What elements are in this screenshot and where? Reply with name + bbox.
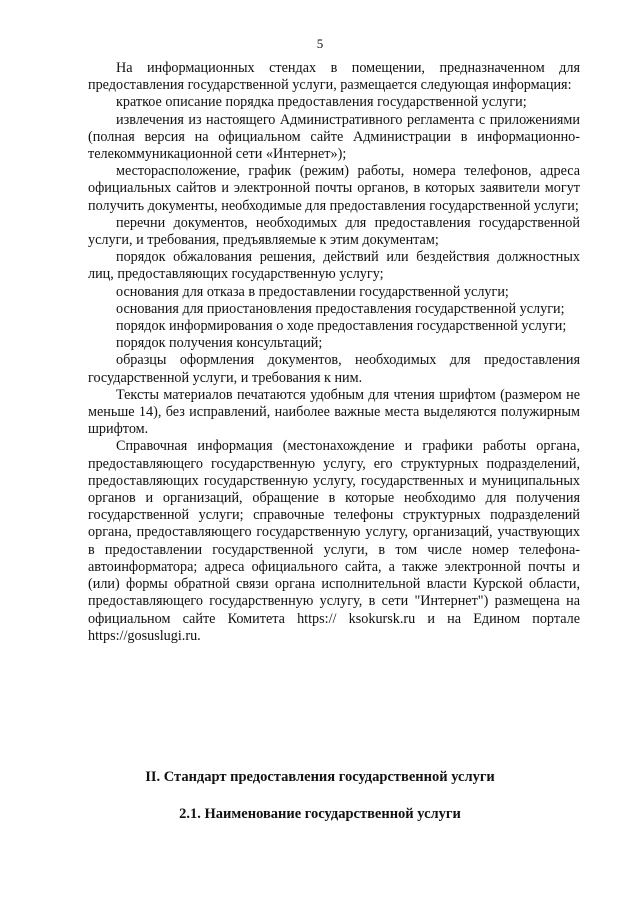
document-body: [88, 60, 580, 645]
paragraph-intro: На информационных стендах в помещении, предназначенном для предоставления государственной услуги, размещается следующая информация:: [88, 60, 580, 94]
paragraph-reference-info: Справочная информация (местонахождение и графики работы органа, предоставляющего государственную услугу, его структурных подразделений, предоставляющих государственную услугу, государственных и муниципальных органов и организаций, обращение в которые необходимо для получения государственной услуги; справочные телефоны структурных подразделений органа, предоставляющего государственную услугу, организаций, участвующих в предоставлении государственной услуги, в том числе номер телефона-автоинформатора; адреса официального сайта, а также электронной почты и (или) формы обратной связи органа исполнительной власти Курской области, предоставляющего государственную услугу, в сети "Интернет") размещена на официальном сайте Комитета https:// ksokursk.ru и на Едином портале https://gosuslugi.ru.: [88, 438, 580, 644]
paragraph-item: порядок обжалования решения, действий или бездействия должностных лиц, предоставляющих государственную услугу;: [88, 249, 580, 283]
subsection-heading: 2.1. Наименование государственной услуги: [179, 806, 461, 822]
paragraph-item: краткое описание порядка предоставления государственной услуги;: [116, 94, 527, 111]
paragraph-item: порядок информирования о ходе предоставления государственной услуги;: [116, 318, 567, 335]
paragraph-item: извлечения из настоящего Административного регламента с приложениями (полная версия на официальном сайте Администрации в информационно-телекоммуникационной сети «Интернет»);: [88, 111, 580, 163]
paragraph-item: месторасположение, график (режим) работы, номера телефонов, адреса официальных сайтов и электронной почты органов, в которых заявители могут получить документы, необходимые для предоставления государственной услуги;: [88, 163, 580, 214]
paragraph-item: порядок получения консультаций;: [116, 335, 323, 352]
paragraph-text-requirements: Тексты материалов печатаются удобным для чтения шрифтом (размером не меньше 14), без исправлений, наиболее важные места выделяются полужирным шрифтом.: [88, 386, 580, 438]
paragraph-item: образцы оформления документов, необходимых для предоставления государственной услуги, и требования к ним.: [88, 352, 580, 386]
paragraph-item: основания для отказа в предоставлении государственной услуги;: [116, 283, 509, 300]
section-heading: II. Стандарт предоставления государственной услуги: [145, 769, 495, 785]
page-number: 5: [316, 36, 324, 51]
paragraph-item: основания для приостановления предоставления государственной услуги;: [116, 300, 565, 317]
paragraph-item: перечни документов, необходимых для предоставления государственной услуги, и требования, предъявляемые к этим документам;: [88, 214, 580, 249]
